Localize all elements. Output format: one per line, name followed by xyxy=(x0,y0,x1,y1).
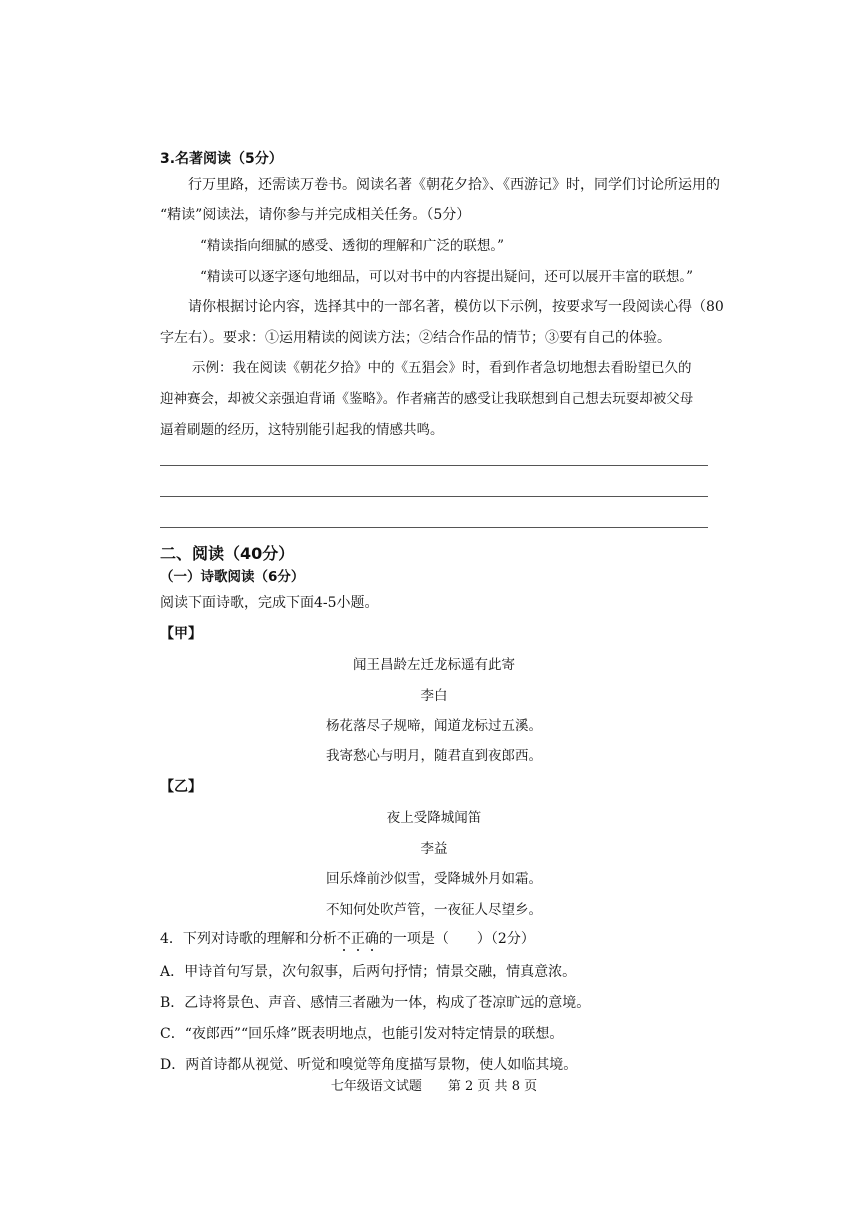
question4-option-d[interactable]: D．两首诗都从视觉、听觉和嗅觉等角度描写景物，使人如临其境。 xyxy=(160,1057,578,1073)
answer-line-3[interactable] xyxy=(160,527,708,528)
quote-1: “精读指向细腻的感受、透彻的理解和广泛的联想。” xyxy=(200,238,505,254)
question4-stem xyxy=(160,930,535,948)
emphasis-char: 确 xyxy=(364,931,379,947)
example-line1: 示例：我在阅读《朝花夕拾》中的《五猖会》时，看到作者急切地想去看盼望已久的 xyxy=(192,360,692,376)
task-line1: 请你根据讨论内容，选择其中的一部名著，模仿以下示例，按要求写一段阅读心得（80 xyxy=(188,299,724,315)
example-line3: 逼着刷题的经历，这特别能引起我的情感共鸣。 xyxy=(160,422,444,438)
poem-b-title: 夜上受降城闻笛 xyxy=(386,810,482,826)
emphasis-char: 正 xyxy=(350,931,365,947)
answer-line-2[interactable] xyxy=(160,496,708,497)
question4-option-b[interactable]: B．乙诗将景色、声音、感情三者融为一体，构成了苍凉旷远的意境。 xyxy=(160,995,591,1011)
question4-option-a[interactable]: A．甲诗首句写景，次句叙事，后两句抒情；情景交融，情真意浓。 xyxy=(160,964,577,980)
part2-sub-heading: （一）诗歌阅读（6分） xyxy=(160,569,305,585)
poem-b-line2: 不知何处吹芦管，一夜征人尽望乡。 xyxy=(326,902,542,918)
poem-a-author: 李白 xyxy=(420,688,448,704)
question4-stem-before: 4．下列对诗歌的理解和分析 xyxy=(160,931,337,947)
section3-intro-line1: 行万里路，还需读万卷书。阅读名著《朝花夕拾》、《西游记》时，同学们讨论所运用的 xyxy=(188,177,720,193)
answer-line-1[interactable] xyxy=(160,465,708,466)
question4-option-c[interactable]: C．“夜郎西”“回乐烽”既表明地点，也能引发对特定情景的联想。 xyxy=(160,1026,564,1042)
poem-b-author: 李益 xyxy=(420,841,448,857)
task-line2: 字左右）。要求：①运用精读的阅读方法；②结合作品的情节；③要有自己的体验。 xyxy=(160,330,671,346)
emphasis-char: 不 xyxy=(336,931,351,947)
poem-a-title: 闻王昌龄左迁龙标遥有此寄 xyxy=(353,657,515,673)
section3-heading: 3.名著阅读（5分） xyxy=(160,151,283,167)
poem-b-tag: 【乙】 xyxy=(160,779,202,795)
quote-2: “精读可以逐字逐句地细品，可以对书中的内容提出疑问，还可以展开丰富的联想。” xyxy=(200,269,694,285)
poem-b-line1: 回乐烽前沙似雪，受降城外月如霜。 xyxy=(326,871,542,887)
question4-emphasis xyxy=(337,931,379,947)
question4-stem-after: 的一项是（ ）（2分） xyxy=(378,931,535,947)
part2-heading: 二、阅读（40分） xyxy=(160,544,295,563)
section3-intro-line2: “精读”阅读法，请你参与并完成相关任务。（5分） xyxy=(160,207,471,223)
example-line2: 迎神赛会，却被父亲强迫背诵《鉴略》。作者痛苦的感受让我联想到自己想去玩耍却被父母 xyxy=(160,391,694,407)
part2-instruction: 阅读下面诗歌，完成下面4-5小题。 xyxy=(160,595,379,611)
poem-a-line2: 我寄愁心与明月，随君直到夜郎西。 xyxy=(326,748,542,764)
page-footer: 七年级语文试题 第 2 页 共 8 页 xyxy=(330,1079,538,1094)
poem-a-tag: 【甲】 xyxy=(160,626,202,642)
poem-a-line1: 杨花落尽子规啼，闻道龙标过五溪。 xyxy=(326,718,542,734)
